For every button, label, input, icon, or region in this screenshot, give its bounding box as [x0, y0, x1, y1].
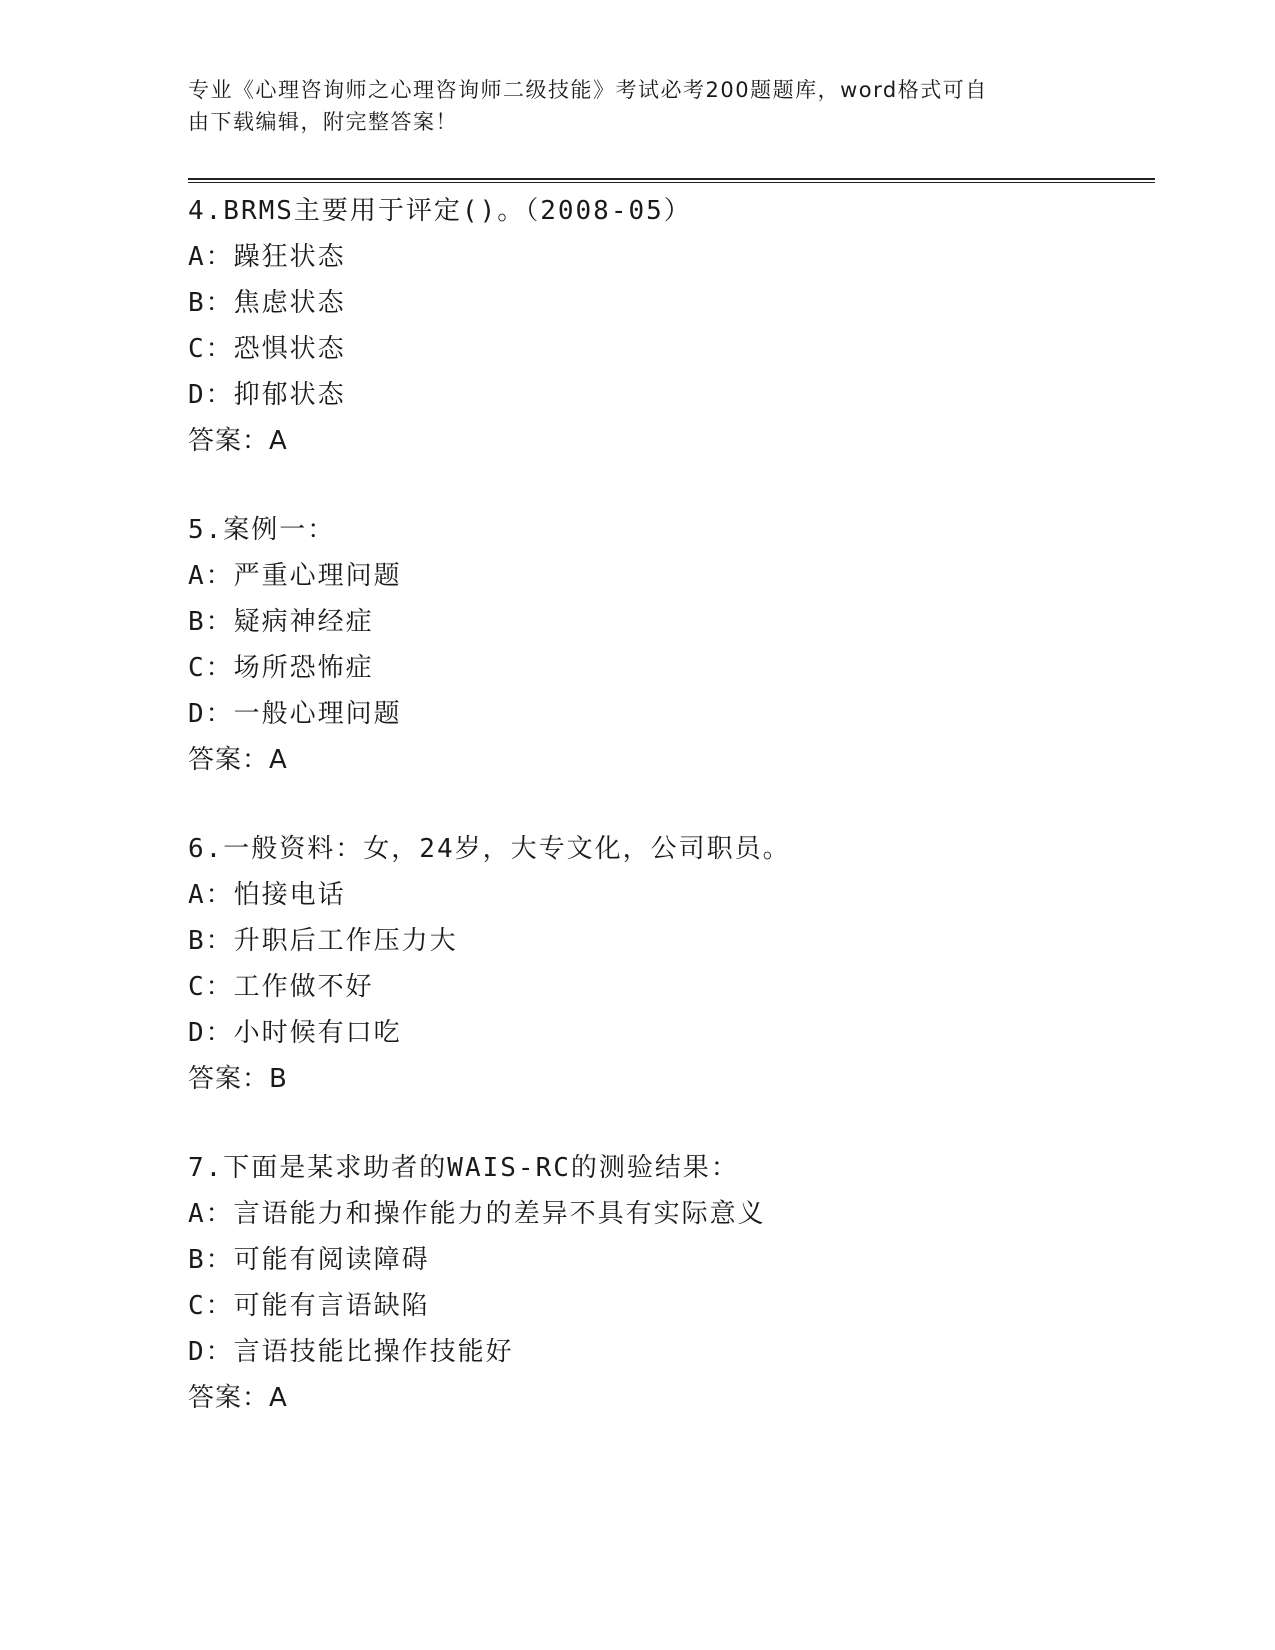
- header-divider-thin: [188, 182, 1155, 183]
- option-a: A：怕接电话: [188, 880, 346, 910]
- answer-line: 答案：A: [188, 1383, 288, 1413]
- option-b: B：焦虑状态: [188, 288, 346, 318]
- question-4: [188, 188, 1148, 464]
- option-d: D：抑郁状态: [188, 380, 346, 410]
- header-line-1: 专业《心理咨询师之心理咨询师二级技能》考试必考200题题库，word格式可自: [188, 78, 988, 102]
- question-list: [188, 188, 1148, 1464]
- question-stem: 5.案例一：: [188, 515, 336, 545]
- option-c: C：恐惧状态: [188, 334, 346, 364]
- option-b: B：可能有阅读障碍: [188, 1245, 430, 1275]
- option-c: C：可能有言语缺陷: [188, 1291, 430, 1321]
- question-7: [188, 1145, 1148, 1421]
- option-d: D：一般心理问题: [188, 699, 402, 729]
- answer-line: 答案：A: [188, 745, 288, 775]
- answer-line: 答案：B: [188, 1064, 288, 1094]
- option-d: D：小时候有口吃: [188, 1018, 402, 1048]
- option-c: C：场所恐怖症: [188, 653, 374, 683]
- question-5: [188, 507, 1148, 783]
- question-stem: 7.下面是某求助者的WAIS-RC的测验结果：: [188, 1153, 739, 1183]
- question-stem: 6.一般资料：女，24岁，大专文化，公司职员。: [188, 834, 791, 864]
- header-divider-thick: [188, 178, 1155, 180]
- option-b: B：升职后工作压力大: [188, 926, 458, 956]
- option-a: A：言语能力和操作能力的差异不具有实际意义: [188, 1199, 766, 1229]
- option-b: B：疑病神经症: [188, 607, 374, 637]
- option-a: A：严重心理问题: [188, 561, 402, 591]
- option-c: C：工作做不好: [188, 972, 374, 1002]
- document-header: [188, 74, 1068, 138]
- header-line-2: 由下载编辑，附完整答案！: [188, 110, 458, 134]
- question-stem: 4.BRMS主要用于评定()。（2008-05）: [188, 196, 692, 226]
- option-a: A：躁狂状态: [188, 242, 346, 272]
- option-d: D：言语技能比操作技能好: [188, 1337, 514, 1367]
- question-6: [188, 826, 1148, 1102]
- answer-line: 答案：A: [188, 426, 288, 456]
